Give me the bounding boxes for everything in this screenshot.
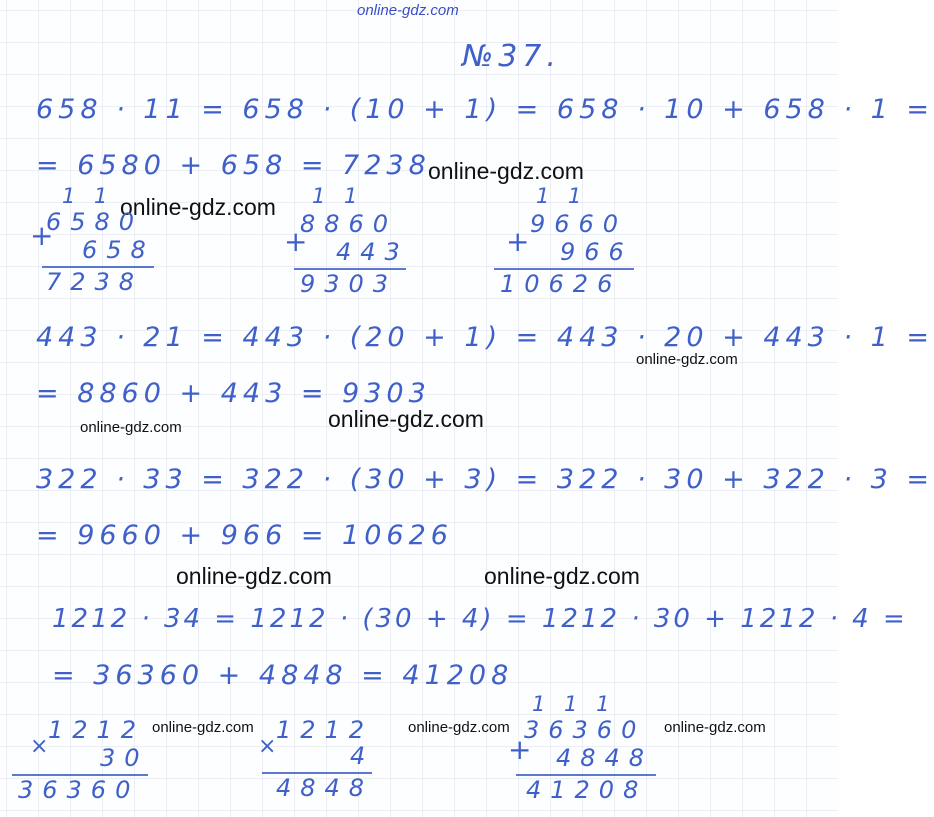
ex2-line1: 443 · 21 = 443 · (20 + 1) = 443 · 20 + 443 · 1 = (36, 322, 934, 353)
addend-top: 8860 (300, 210, 398, 238)
ex2-line2: = 8860 + 443 = 9303 (36, 378, 431, 409)
product-result: 4848 (276, 774, 374, 802)
watermark: online-gdz.com (80, 419, 182, 436)
sum-result: 10626 (500, 270, 622, 298)
watermark: online-gdz.com (152, 719, 254, 736)
sum-result: 9303 (300, 270, 398, 298)
ex3-line2: = 9660 + 966 = 10626 (36, 520, 453, 551)
addend-bottom: 966 (560, 238, 633, 266)
carry-digits: 1 1 1 (532, 692, 616, 716)
addend-bottom: 658 (82, 236, 155, 264)
sum-result: 41208 (526, 776, 648, 804)
watermark: online-gdz.com (120, 194, 276, 220)
addend-top: 9660 (530, 210, 628, 238)
carry-digits: 1 1 (62, 184, 114, 208)
plus-sign: + (30, 219, 54, 252)
ex4-line2: = 36360 + 4848 = 41208 (52, 660, 514, 691)
watermark: online-gdz.com (176, 563, 332, 589)
watermark: online-gdz.com (428, 158, 584, 184)
factor-top: 1212 (48, 716, 146, 744)
factor-bottom: 30 (100, 744, 149, 772)
product-result: 36360 (18, 776, 140, 804)
times-sign: × (258, 734, 277, 759)
watermark: online-gdz.com (484, 563, 640, 589)
factor-bottom: 4 (350, 742, 375, 770)
carry-digits: 1 1 (536, 184, 588, 208)
factor-top: 1212 (276, 716, 374, 744)
watermark: online-gdz.com (664, 719, 766, 736)
watermark: online-gdz.com (328, 406, 484, 432)
top-watermark: online-gdz.com (357, 2, 459, 19)
sum-result: 7238 (46, 268, 144, 296)
ex3-line1: 322 · 33 = 322 · (30 + 3) = 322 · 30 + 322 · 3 = (36, 464, 934, 495)
ex4-line1: 1212 · 34 = 1212 · (30 + 4) = 1212 · 30 + 1212 · 4 = (52, 604, 908, 634)
ex1-line2: = 6580 + 658 = 7238 (36, 150, 431, 181)
watermark: online-gdz.com (636, 351, 738, 368)
plus-sign: + (506, 225, 530, 258)
plus-sign: + (284, 225, 308, 258)
plus-sign: + (508, 733, 532, 766)
addend-top: 36360 (524, 716, 646, 744)
task-number: №37. (462, 39, 561, 74)
addend-top: 6580 (46, 208, 144, 236)
carry-digits: 1 1 (312, 184, 364, 208)
watermark: online-gdz.com (408, 719, 510, 736)
times-sign: × (30, 734, 49, 759)
ex1-line1: 658 · 11 = 658 · (10 + 1) = 658 · 10 + 658 · 1 = (36, 94, 934, 125)
addend-bottom: 4848 (556, 744, 654, 772)
addend-bottom: 443 (336, 238, 409, 266)
